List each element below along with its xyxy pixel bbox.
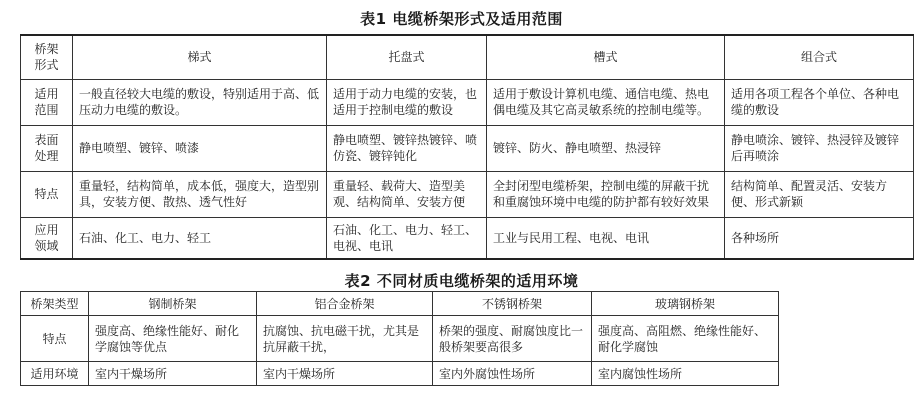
table2-title: 表2 不同材质电缆桥架的适用环境 (344, 272, 579, 290)
table-cell: 重量轻、载荷大、造型美观、结构简单、安装方便 (327, 171, 487, 217)
table-header-row (21, 292, 779, 316)
column-header: 槽式 (487, 35, 725, 79)
table2-material-environments (20, 291, 779, 386)
table-cell: 各种场所 (725, 217, 914, 259)
table-cell: 全封闭型电缆桥架，控制电缆的屏蔽干扰和重腐蚀环境中电缆的防护都有较好效果 (487, 171, 725, 217)
table-cell: 工业与民用工程、电视、电讯 (487, 217, 725, 259)
table-cell: 适用各项工程各个单位、各种电缆的敷设 (725, 79, 914, 125)
table-row (21, 316, 779, 362)
row-header: 适用环境 (21, 362, 89, 386)
table-cell: 适用于动力电缆的安装，也适用于控制电缆的敷设 (327, 79, 487, 125)
table-cell: 强度高、绝缘性能好、耐化学腐蚀等优点 (89, 316, 257, 362)
table-cell: 室内干燥场所 (89, 362, 257, 386)
table-cell: 镀锌、防火、静电喷塑、热浸锌 (487, 125, 725, 171)
table-row (21, 362, 779, 386)
column-header: 组合式 (725, 35, 914, 79)
table-cell: 静电喷涂、镀锌、热浸锌及镀锌后再喷涂 (725, 125, 914, 171)
table-cell: 室内腐蚀性场所 (592, 362, 779, 386)
column-header: 钢制桥架 (89, 292, 257, 316)
column-header: 托盘式 (327, 35, 487, 79)
column-header: 玻璃钢桥架 (592, 292, 779, 316)
table-cell: 一般直径较大电缆的敷设，特别适用于高、低压动力电缆的敷设。 (73, 79, 327, 125)
table-cell: 抗腐蚀、抗电磁干扰，尤其是抗屏蔽干扰， (257, 316, 433, 362)
table-cell: 桥架的强度、耐腐蚀度比一般桥架要高很多 (433, 316, 592, 362)
column-header: 铝合金桥架 (257, 292, 433, 316)
row-header: 应用 领域 (21, 217, 73, 259)
table-cell: 石油、化工、电力、轻工、电视、电讯 (327, 217, 487, 259)
table-header-row (21, 35, 914, 79)
table1-title: 表1 电缆桥架形式及适用范围 (360, 10, 563, 28)
table-row (21, 79, 914, 125)
table-cell: 石油、化工、电力、轻工 (73, 217, 327, 259)
table-cell: 重量轻，结构简单，成本低，强度大，造型别具，安装方便、散热、透气性好 (73, 171, 327, 217)
table1-cable-tray-forms (20, 34, 914, 260)
row-header: 适用 范围 (21, 79, 73, 125)
table-cell: 静电喷塑、镀锌、喷漆 (73, 125, 327, 171)
row-header: 特点 (21, 171, 73, 217)
table-row (21, 171, 914, 217)
table-cell: 强度高、高阻燃、绝缘性能好、耐化学腐蚀 (592, 316, 779, 362)
row-header: 表面 处理 (21, 125, 73, 171)
table-row (21, 217, 914, 259)
corner-header: 桥架类型 (21, 292, 89, 316)
table-row (21, 125, 914, 171)
table-cell: 静电喷塑、镀锌热镀锌、喷仿瓷、镀锌钝化 (327, 125, 487, 171)
table-cell: 室内外腐蚀性场所 (433, 362, 592, 386)
row-header: 特点 (21, 316, 89, 362)
table-cell: 室内干燥场所 (257, 362, 433, 386)
corner-header: 桥架 形式 (21, 35, 73, 79)
table-cell: 结构简单、配置灵活、安装方便、形式新颖 (725, 171, 914, 217)
table-cell: 适用于敷设计算机电缆、通信电缆、热电偶电缆及其它高灵敏系统的控制电缆等。 (487, 79, 725, 125)
column-header: 梯式 (73, 35, 327, 79)
column-header: 不锈钢桥架 (433, 292, 592, 316)
